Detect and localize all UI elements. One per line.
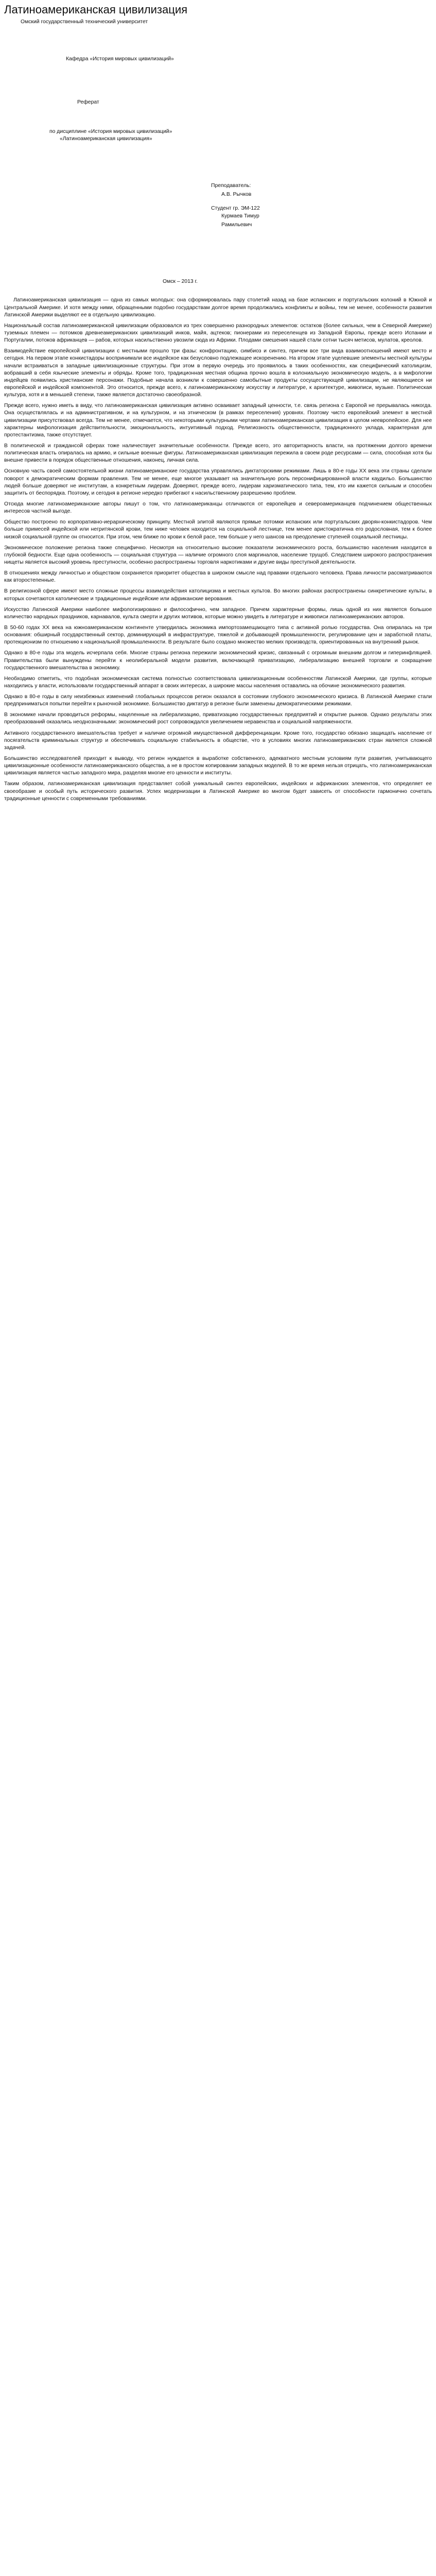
paragraph: Общество построено по корпоративно-иерархическому принципу. Местной элитой являются прямые потомки испанских или португальских дворян-конкистадоров. Чем больше примесей индейской или негритянской крови, тем ниже человек находится на социальной лестнице, тем менее аристократична его родословная, тем к более низкой социальной группе он относится. При этом, чем ближе по крови к белой расе, тем больше у него шансов на преодоление ступеней социальной лестницы. <box>4 519 432 540</box>
paragraph: Национальный состав латиноамериканской цивилизации образовался из трех совершенно разнородных элементов: остатков (более сильных, чем в Северной Америке) туземных племен — потомков древнеамериканских цивилизаций инков, майя, ацтеков; пионерами из переселенцев из Западной Европы, прежде всего Испании и Португалии, потоков африканцев — рабов, которых насильственно увозили сюда из Африки. Плодами смешения нашей стали сотни тысяч метисов, мулатов, креолов. <box>4 323 432 344</box>
page-title: Латиноамериканская цивилизация <box>4 3 188 16</box>
teacher-name: А.В. Рычков <box>221 191 252 197</box>
paragraph: Однако в 80-е годы в силу неизбежных изменений глобальных процессов регион оказался в состоянии глубокого экономического кризиса. В Латинской Америке стали предприниматься попытки перейти к рыночной экономике. Большинство диктатур в регионе были заменены демократическими режимами. <box>4 694 432 707</box>
paragraph: Прежде всего, нужно иметь в виду, что латиноамериканская цивилизация активно осваивает западный ценности, т.е. связь региона с Европой не прерывалась никогда. Она осуществлялась и на административном, и на культурном, и на этническом (в рамках переселения) уровнях. Поэтому чисто европейский элемент в местной цивилизации присутствовал всегда. Тем не менее, отмечается, что некоторыми культурными чертами латиноамериканская цивилизация в целом неевропейское. Для нее характерны мифологизация действительности, эмоциональность, интуитивный подход. Религиозность общественности, традиционного уклада, характерная для протестантизма, также отсутствует. <box>4 403 432 438</box>
discipline-line: по дисциплине «История мировых цивилизаций» <box>49 129 172 135</box>
city-year: Омск – 2013 г. <box>163 279 198 285</box>
essay-body <box>4 297 432 802</box>
paragraph: Отсюда многие латиноамериканские авторы пишут о том, что латиноамериканцы отличаются от европейцев и североамериканцев подчинением общественных интересов частной выгоде. <box>4 501 432 515</box>
paragraph: В отношениях между личностью и обществом сохраняется приоритет общества в широком смысле над правами отдельного человека. Права личности рассматриваются как второстепенные. <box>4 570 432 584</box>
paragraph: В экономике начали проводиться реформы, нацеленные на либерализацию, приватизацию государственных предприятий и открытие рынков. Однако результаты этих преобразований оказались неоднозначными: экономический рост сопровождался увеличением неравенства и социальной напряженности. <box>4 712 432 725</box>
paragraph: В 50-60 годах ХХ века на южноамериканском континенте утвердилась экономика импортозамещающего типа с активной ролью государства. Она опиралась на три основания: обширный государственный сектор, доминирующий в инфраструктуре, тяжелой и добывающей промышленности, регулирование цен и заработной платы, протекционизм по отношению к национальной промышленности. В результате было создано множество мелких производств, ориентированных на внутренний рынок. <box>4 624 432 646</box>
paragraph: Необходимо отметить, что подобная экономическая система полностью соответствовала цивилизационным особенностям Латинской Америки, где группы, которые находились у власти, использовали государственный аппарат в своих интересах, а широкие массы населения оставались на обочине экономического развития. <box>4 675 432 689</box>
university-name: Омский государственный технический университет <box>21 19 148 25</box>
paragraph: Активного государственного вмешательства требует и наличие огромной имущественной дифференциации. Кроме того, государство обязано защищать население от посягательств криминальных структур и обеспечивать социальную стабильность в обществе, что в условиях многих латиноамериканских стран является сложной задачей. <box>4 730 432 751</box>
teacher-label: Преподаватель: <box>211 182 251 189</box>
paragraph: Искусство Латинской Америки наиболее мифологизировано и философично, чем западное. Причем характерные формы, лишь одной из них является большое количество народных праздников, карнавалов, культа смерти и других мотивов, которые можно увидеть в литературе и живописи латиноамериканских авторов. <box>4 606 432 620</box>
document-type: Реферат <box>77 99 99 106</box>
paragraph: Взаимодействие европейской цивилизации с местными прошло три фазы: конфронтацию, симбиоз и синтез, причем все три вида взаимоотношений имеют место и сегодня. На первом этапе конкистадоры воспринимали все индейское как безусловно подлежащее искоренению. На втором этапе уцелевшие элементы местной культуры начали встраиваться в западные цивилизационные структуры. При этом в первую очередь это проявилось в таких особенностях, как специфический католицизм, вобравший в себя языческие элементы и обряды. Кроме того, традиционная местная община прочно вошла в колониальную экономическую модель, а в мифологии индейцев появились христианские персонажи. Подобные начала возникли к совершенно самобытные продукты сосуществующей цивилизации, не являющиеся ни европейской и индейской компонентой. Это относится, прежде всего, к латиноамериканскому искусству и литературе, к архитектуре, живописи, музыке. Политическая культура, хотя и в меньшей степени, также является достаточно своеобразной. <box>4 348 432 398</box>
paragraph: В религиозной сфере имеют место сложные процессы взаимодействия католицизма и местных культов. Во многих районах распространены синкретические культы, в которых сочетаются католические и традиционные индейские или африканские верования. <box>4 588 432 602</box>
department-name: Кафедра «История мировых цивилизаций» <box>66 56 174 62</box>
paragraph: Экономическое положение региона также специфично. Несмотря на относительно высокие показатели экономического роста, большинство населения находится в глубокой бедности. Еще одна особенность — социальная структура — наличие огромного слоя маргиналов, население трущоб. Следствием широкого распространения нищеты является высокий уровень преступности, особенно распространены торговля наркотиками и другие виды преступной деятельности. <box>4 545 432 565</box>
paragraph: Латиноамериканская цивилизация — одна из самых молодых: она сформировалась пару столетий назад на базе испанских и португальских колоний в Южной и Центральной Америке. И хотя между ними, обращенными подобно государствам долгое время продолжались конфликты и войны, тем не менее, особенности развития Латинской Америки выделяют ее в отдельную цивилизацию. <box>4 297 432 318</box>
paragraph: Большинство исследователей приходит к выводу, что регион нуждается в выработке собственного, адекватного местным условиям пути развития, учитывающего цивилизационные особенности латиноамериканского общества, а не в простом копировании западных моделей. В то же время нельзя отрицать, что латиноамериканская цивилизация является частью западного мира, разделяя многие его ценности и институты. <box>4 756 432 776</box>
topic-line: «Латиноамериканская цивилизация» <box>60 136 152 142</box>
paragraph: В политической и граждансой сферах тоже наличествует значительные особенности. Прежде всего, это авторитарность власти, на протяжении долгого времени политическая власть опиралась на армию, и сильные военные фигуры. Латиноамериканская цивилизация пережила в своем роде ресурсами — сила, способная хотя бы внешне привести в порядок общественные отношения, наконец, личная сила. <box>4 443 432 464</box>
paragraph: Однако в 80-е годы эта модель исчерпала себя. Многие страны региона пережили экономический кризис, связанный с огромным внешним долгом и гиперинфляцией. Правительства были вынуждены перейти к неолиберальной модели развития, включающей приватизацию, либерализацию внешней торговли и сокращение государственного вмешательства в экономику. <box>4 650 432 671</box>
student-name: Курмаев Тимур Рамильевич <box>221 213 259 228</box>
paragraph: Основную часть своей самостоятельной жизни латиноамериканские государства управлялись диктаторскими режимами. Лишь в 80-е годы ХХ века эти страны сделали поворот к демократическим формам правления. Тем не менее, еще многое указывает на значительную роль персонифицированной власти каудильо. Большинство людей больше доверяют не институтам, а конкретным лидерам. Доверяют, прежде всего, лидерам харизматического типа, тем, кто им кажется сильным и способен защитить от беспорядка. Поэтому, и сегодня в регионе нередко прибегают к насильственному разрешению проблем. <box>4 468 432 496</box>
student-label: Студент гр. ЭМ-122 <box>211 205 260 211</box>
paragraph: Таким образом, латиноамериканская цивилизация представляет собой уникальный синтез европейских, индейских и африканских элементов, что определяет ее своеобразие и особый путь исторического развития. Успех модернизации в Латинской Америке во многом будет зависеть от способности гармонично сочетать традиционные ценности с современными требованиями. <box>4 781 432 802</box>
